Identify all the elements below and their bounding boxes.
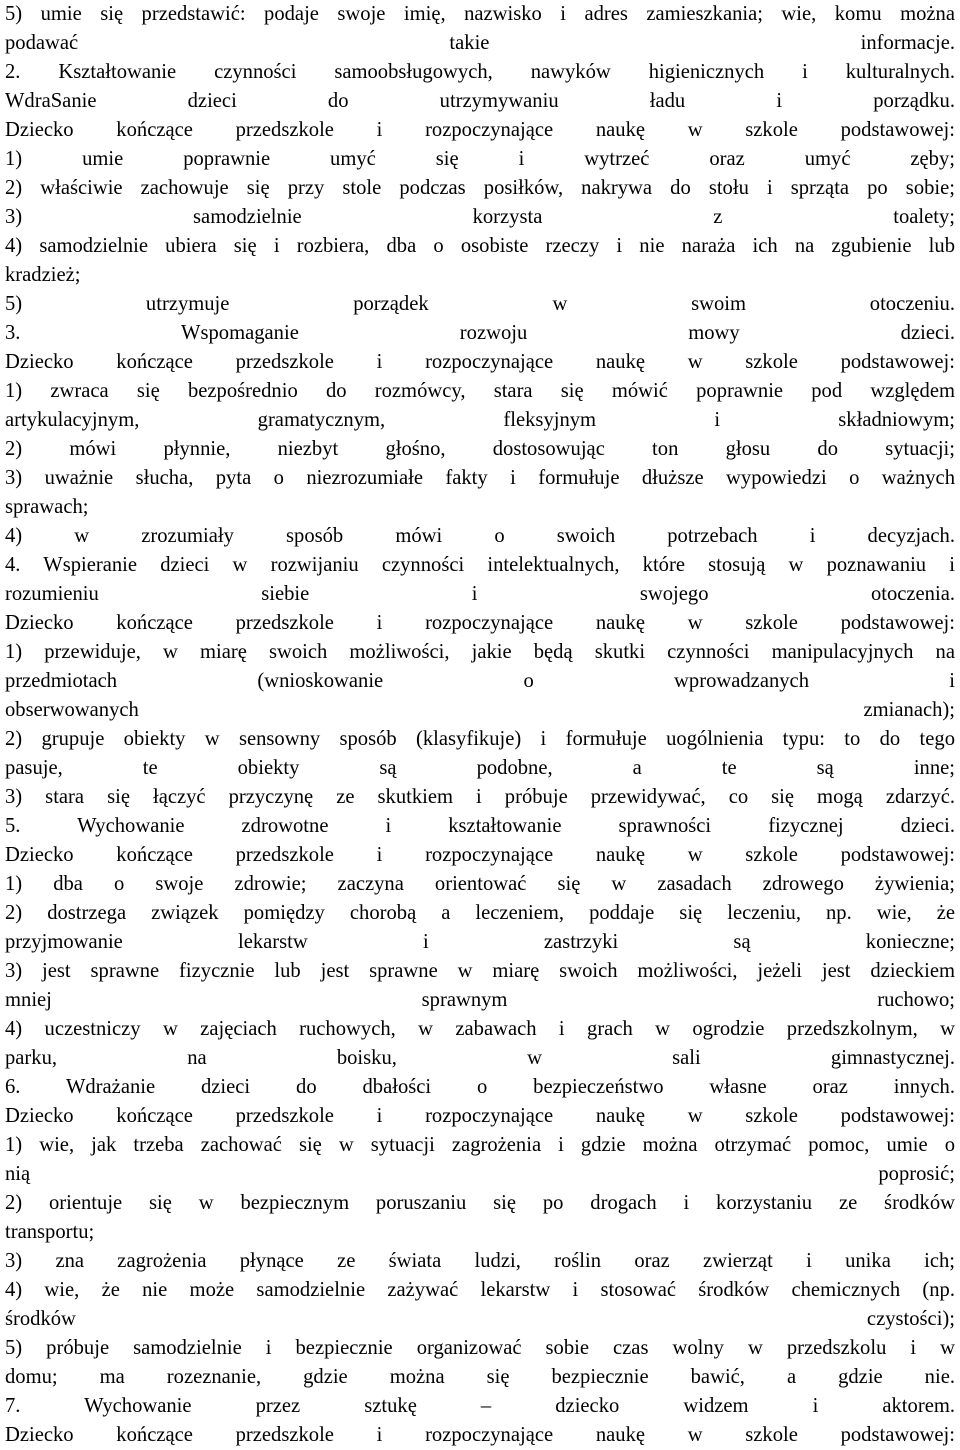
- text-line: sprawach;: [5, 496, 89, 518]
- text-line: podawać takie informacje.: [5, 32, 955, 54]
- text-line: WdraSanie dzieci do utrzymywaniu ładu i porządku.: [5, 90, 955, 112]
- text-line: Dziecko kończące przedszkole i rozpoczynające naukę w szkole podstawowej:: [5, 1105, 955, 1127]
- text-line: parku, na boisku, w sali gimnastycznej.: [5, 1047, 955, 1069]
- text-line: 4) wie, że nie może samodzielnie zażywać lekarstw i stosować środków chemicznych (np.: [5, 1279, 955, 1301]
- text-line: 1) zwraca się bezpośrednio do rozmówcy, stara się mówić poprawnie pod względem: [5, 380, 955, 402]
- text-line: artykulacyjnym, gramatycznym, fleksyjnym i składniowym;: [5, 409, 955, 431]
- text-line: środków czystości);: [5, 1308, 955, 1330]
- text-line: 6. Wdrażanie dzieci do dbałości o bezpieczeństwo własne oraz innych.: [5, 1076, 955, 1098]
- text-line: pasuje, te obiekty są podobne, a te są inne;: [5, 757, 955, 779]
- text-line: 4) w zrozumiały sposób mówi o swoich potrzebach i decyzjach.: [5, 525, 955, 547]
- text-line: przyjmowanie lekarstw i zastrzyki są konieczne;: [5, 931, 955, 953]
- text-line: Dziecko kończące przedszkole i rozpoczynające naukę w szkole podstawowej:: [5, 612, 955, 634]
- text-line: 4. Wspieranie dzieci w rozwijaniu czynności intelektualnych, które stosują w poznawaniu i: [5, 554, 955, 576]
- text-line: 3) stara się łączyć przyczynę ze skutkiem i próbuje przewidywać, co się mogą zdarzyć.: [5, 786, 955, 808]
- text-line: 5) utrzymuje porządek w swoim otoczeniu.: [5, 293, 955, 315]
- text-line: Dziecko kończące przedszkole i rozpoczynające naukę w szkole podstawowej:: [5, 844, 955, 866]
- text-line: 2) dostrzega związek pomiędzy chorobą a leczeniem, poddaje się leczeniu, np. wie, że: [5, 902, 955, 924]
- text-line: 2) mówi płynnie, niezbyt głośno, dostosowując ton głosu do sytuacji;: [5, 438, 955, 460]
- text-line: 4) samodzielnie ubiera się i rozbiera, dba o osobiste rzeczy i nie naraża ich na zgubienie lub: [5, 235, 955, 257]
- text-line: 7. Wychowanie przez sztukę – dziecko widzem i aktorem.: [5, 1395, 955, 1417]
- text-line: 5) próbuje samodzielnie i bezpiecznie organizować sobie czas wolny w przedszkolu i w: [5, 1337, 955, 1359]
- text-line: kradzież;: [5, 264, 81, 286]
- text-line: 2) właściwie zachowuje się przy stole podczas posiłków, nakrywa do stołu i sprząta po sobie;: [5, 177, 955, 199]
- text-line: 1) przewiduje, w miarę swoich możliwości, jakie będą skutki czynności manipulacyjnych na: [5, 641, 955, 663]
- text-line: 2) orientuje się w bezpiecznym poruszaniu się po drogach i korzystaniu ze środków: [5, 1192, 955, 1214]
- text-line: 1) wie, jak trzeba zachować się w sytuacji zagrożenia i gdzie można otrzymać pomoc, umie o: [5, 1134, 955, 1156]
- text-line: nią poprosić;: [5, 1163, 955, 1185]
- text-line: 2. Kształtowanie czynności samoobsługowych, nawyków higienicznych i kulturalnych.: [5, 61, 955, 83]
- text-line: 3) zna zagrożenia płynące ze świata ludzi, roślin oraz zwierząt i unika ich;: [5, 1250, 955, 1272]
- text-line: 3) uważnie słucha, pyta o niezrozumiałe fakty i formułuje dłuższe wypowiedzi o ważnych: [5, 467, 955, 489]
- text-line: przedmiotach (wnioskowanie o wprowadzanych i: [5, 670, 955, 692]
- text-line: domu; ma rozeznanie, gdzie można się bezpiecznie bawić, a gdzie nie.: [5, 1366, 955, 1388]
- text-line: transportu;: [5, 1221, 95, 1243]
- text-line: 1) dba o swoje zdrowie; zaczyna orientować się w zasadach zdrowego żywienia;: [5, 873, 955, 895]
- text-line: Dziecko kończące przedszkole i rozpoczynające naukę w szkole podstawowej:: [5, 1424, 955, 1446]
- text-line: rozumieniu siebie i swojego otoczenia.: [5, 583, 955, 605]
- text-line: 3) jest sprawne fizycznie lub jest sprawne w miarę swoich możliwości, jeżeli jest dzieckiem: [5, 960, 955, 982]
- text-line: 3. Wspomaganie rozwoju mowy dzieci.: [5, 322, 955, 344]
- text-line: Dziecko kończące przedszkole i rozpoczynające naukę w szkole podstawowej:: [5, 119, 955, 141]
- text-line: 1) umie poprawnie umyć się i wytrzeć oraz umyć zęby;: [5, 148, 955, 170]
- text-line: obserwowanych zmianach);: [5, 699, 955, 721]
- text-line: 5. Wychowanie zdrowotne i kształtowanie sprawności fizycznej dzieci.: [5, 815, 955, 837]
- text-line: 3) samodzielnie korzysta z toalety;: [5, 206, 955, 228]
- text-line: mniej sprawnym ruchowo;: [5, 989, 955, 1011]
- text-line: Dziecko kończące przedszkole i rozpoczynające naukę w szkole podstawowej:: [5, 351, 955, 373]
- text-line: 5) umie się przedstawić: podaje swoje imię, nazwisko i adres zamieszkania; wie, komu można: [5, 3, 955, 25]
- text-line: 4) uczestniczy w zajęciach ruchowych, w zabawach i grach w ogrodzie przedszkolnym, w: [5, 1018, 955, 1040]
- text-line: 2) grupuje obiekty w sensowny sposób (klasyfikuje) i formułuje uogólnienia typu: to do tego: [5, 728, 955, 750]
